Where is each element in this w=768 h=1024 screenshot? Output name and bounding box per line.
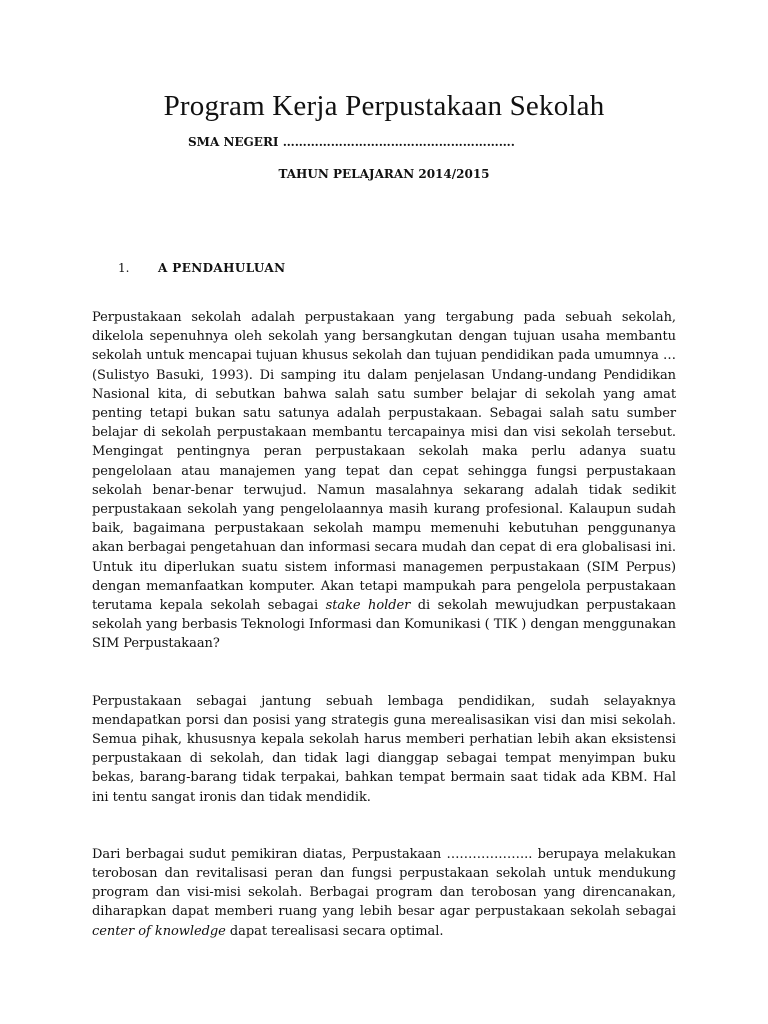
- section-number: 1.: [118, 261, 130, 275]
- paragraph-text: di sekolah mewujudkan perpustakaan sekolah yang berbasis Teknologi Informasi dan Komunikasi ( TIK ) dengan menggunakan SIM Perpustakaan?: [92, 598, 676, 652]
- document-title: Program Kerja Perpustakaan Sekolah: [163, 90, 605, 122]
- paragraph-introduction: [92, 308, 676, 654]
- paragraph-library-heart: Perpustakaan sebagai jantung sebuah lembaga pendidikan, sudah selayaknya mendapatkan porsi dan posisi yang strategis guna merealisasikan visi dan misi sekolah. Semua pihak, khususnya kepala sekolah harus memberi perhatian lebih akan eksistensi perpustakaan di sekolah, dan tidak lagi dianggap sebagai tempat menyimpan buku bekas, barang-barang tidak terpakai, bahkan tempat bermain saat tidak ada KBM. Hal ini tentu sangat ironis dan tidak mendidik.: [92, 693, 676, 805]
- paragraph-text: Perpustakaan sekolah adalah perpustakaan yang tergabung pada sebuah sekolah, dikelola sepenuhnya oleh sekolah yang bersangkutan dengan tujuan usaha membantu sekolah untuk mencapai tujuan khusus sekolah dan tujuan pendidikan pada umumnya … (Sulistyo Basuki, 1993). Di samping itu dalam penjelasan Undang-undang Pendidikan Nasional kita, di sebutkan bahwa salah satu sumber belajar di sekolah yang amat penting tetapi bukan satu satunya adalah perpustakaan. Sebagai salah satu sumber belajar di sekolah perpustakaan membantu tercapainya misi dan visi sekolah tersebut. Mengingat pentingnya peran perpustakaan sekolah maka perlu adanya suatu pengelolaan atau manajemen yang tepat dan cepat sehingga fungsi perpustakaan sekolah benar-benar terwujud. Namun masalahnya sekarang adalah tidak sedikit perpustakaan sekolah yang pengelolaannya masih kurang profesional. Kalaupun sudah baik, bagaimana perpustakaan sekolah mampu memenuhi kebutuhan penggunanya akan berbagai pengetahuan dan informasi secara mudah dan cepat di era globalisasi ini. Untuk itu diperlukan suatu sistem informasi managemen perpustakaan (SIM Perpus) dengan memanfaatkan komputer. Akan tetapi mampukah para pengelola perpustakaan terutama kepala sekolah sebagai: [92, 310, 676, 614]
- academic-year-line: TAHUN PELAJARAN 2014/2015: [278, 167, 490, 181]
- italic-term-center-of-knowledge: center of knowledge: [92, 923, 226, 939]
- paragraph-text: dapat terealisasi secara optimal.: [225, 923, 444, 939]
- paragraph-library-program: [92, 845, 676, 941]
- section-title: A PENDAHULUAN: [158, 261, 286, 275]
- paragraph-text: Dari berbagai sudut pemikiran diatas, Perpustakaan ……………….. berupaya melakukan terobosan dan revitalisasi peran dan fungsi perpustakaan sekolah untuk mendukung program dan visi-misi sekolah. Berbagai program dan terobosan yang direncanakan, diharapkan dapat memberi ruang yang lebih besar agar perpustakaan sekolah sebagai: [92, 846, 676, 920]
- italic-term-stake-holder: stake holder: [325, 598, 411, 614]
- section-heading: [118, 260, 676, 276]
- school-name-line: SMA NEGERI ………………………………………………….: [188, 135, 515, 149]
